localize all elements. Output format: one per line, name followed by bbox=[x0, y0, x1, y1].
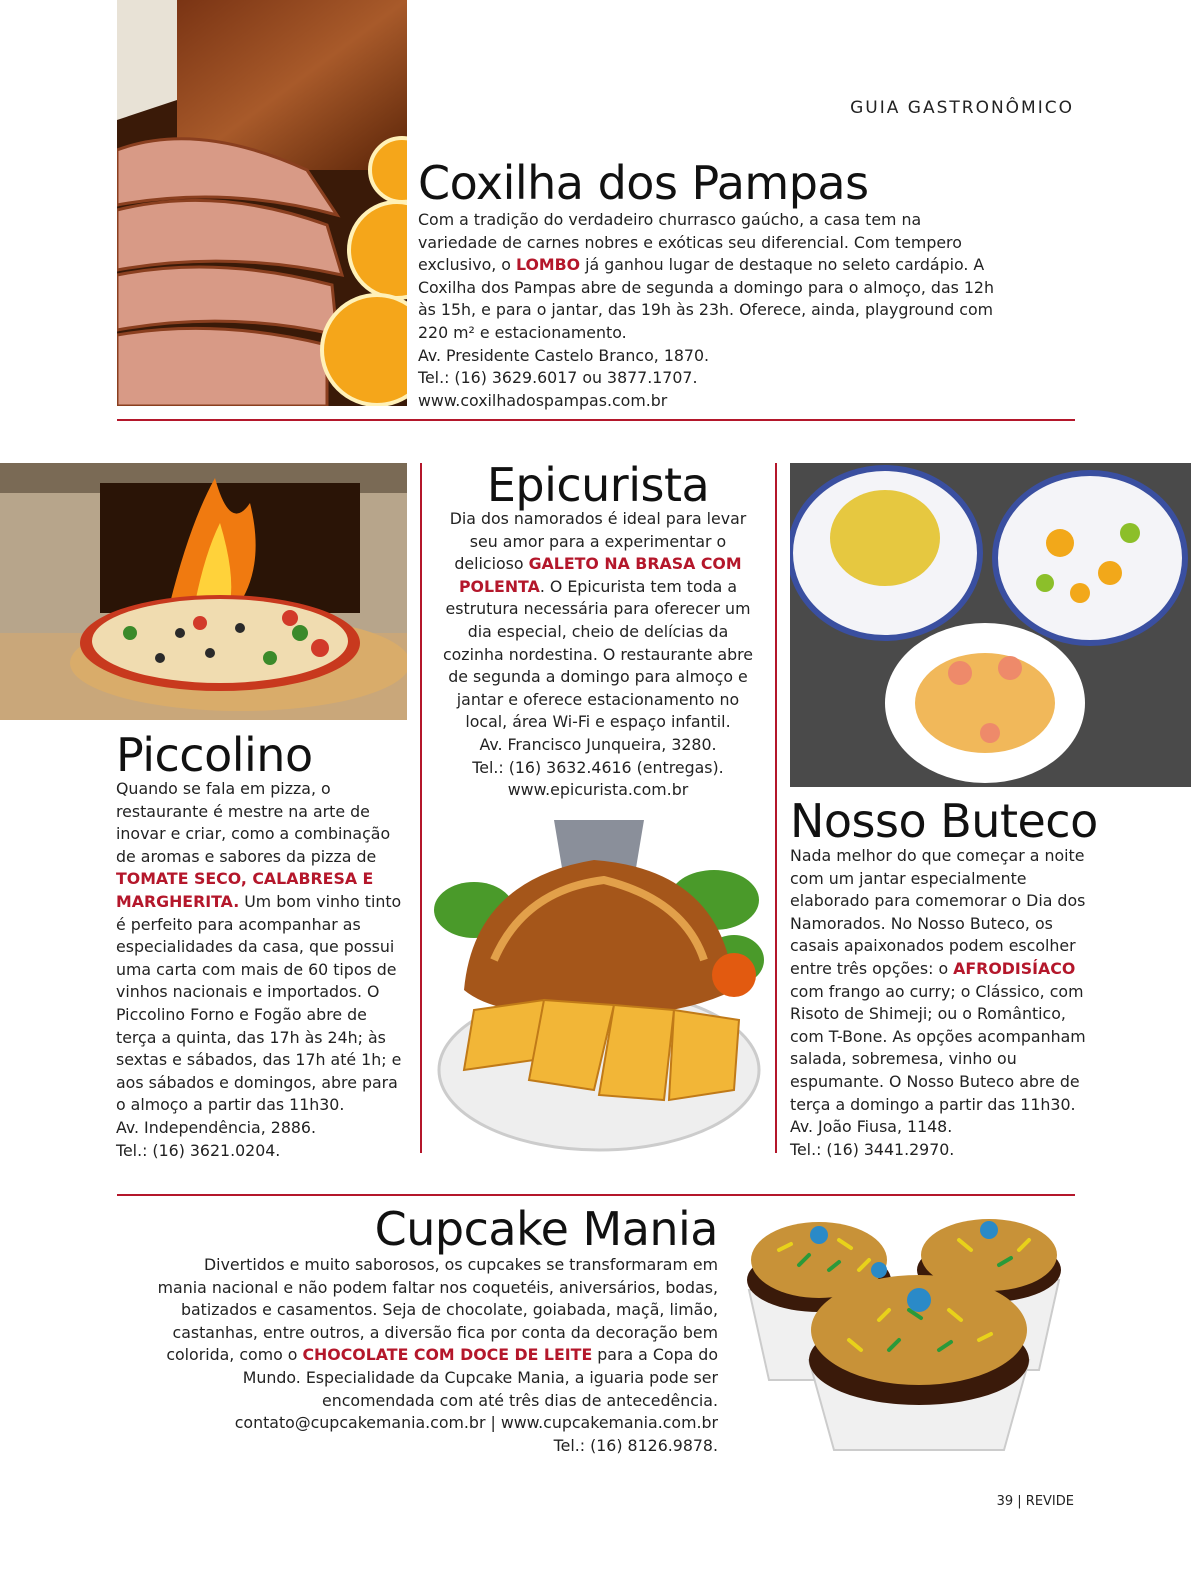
coxilha-title: Coxilha dos Pampas bbox=[418, 156, 869, 210]
coxilha-description: Com a tradição do verdadeiro churrasco gaúcho, a casa tem na variedade de carnes nobres e exóticas seu diferencial. Com tempero exclusivo, o LOMBO já ganhou lugar de destaque no seleto cardápio. A Coxilha dos Pampas abre de segunda a domingo para o almoço, das 12h às 15h, e para o jantar, das 19h às 23h. Oferece, ainda, playground com 220 m² e estacionamento. Av. Presidente Castelo Branco, 1870. Tel.: (16) 3629.6017 ou 3877.1707. www.coxilhadospampas.com.br bbox=[418, 209, 998, 412]
cupcake-phone: Tel.: (16) 8126.9878. bbox=[553, 1435, 718, 1455]
epicurista-photo bbox=[434, 820, 764, 1154]
buteco-description: Nada melhor do que começar a noite com um jantar especialmente elaborado para comemorar o Dia dos Namorados. No Nosso Buteco, os casais apaixonados podem escolher entre três opções: o AFRODISÍACO com frango ao curry; o Clássico, com Risoto de Shimeji; ou o Romântico, com T-Bone. As opções acompanham salada, sobremesa, vinho ou espumante. O Nosso Buteco abre de terça a domingo a partir das 11h30. Av. João Fiusa, 1148. Tel.: (16) 3441.2970. bbox=[790, 845, 1090, 1161]
coxilha-highlight: LOMBO bbox=[515, 255, 581, 275]
coxilha-address: Av. Presidente Castelo Branco, 1870. bbox=[418, 345, 710, 365]
divider-right bbox=[775, 463, 777, 1153]
epicurista-phone: Tel.: (16) 3632.4616 (entregas). bbox=[472, 757, 724, 777]
cupcake-description: Divertidos e muito saborosos, os cupcakes se transformaram em mania nacional e não podem faltar nos coquetéis, aniversários, bodas, batizados e casamentos. Seja de chocolate, goiabada, maçã, limão, castanhas, entre outros, a diversão fica por conta da decoração bem colorida, como o CHOCOLATE COM DOCE DE LEITE para a Copa do Mundo. Especialidade da Cupcake Mania, a iguaria pode ser encomendada com até três dias de antecedência. contato@cupcakemania.com.br | www.cupcakemania.com.br Tel.: (16) 8126.9878. bbox=[150, 1254, 718, 1457]
epicurista-highlight: GALETO NA BRASA COM POLENTA bbox=[458, 554, 742, 596]
piccolino-title: Piccolino bbox=[116, 728, 313, 782]
buteco-highlight: AFRODISÍACO bbox=[953, 958, 1076, 978]
piccolino-phone: Tel.: (16) 3621.0204. bbox=[116, 1140, 281, 1160]
coxilha-phone: Tel.: (16) 3629.6017 ou 3877.1707. bbox=[418, 368, 698, 388]
coxilha-photo bbox=[117, 0, 407, 406]
piccolino-highlight: TOMATE SECO, CALABRESA E MARGHERITA. bbox=[116, 869, 374, 911]
buteco-title: Nosso Buteco bbox=[790, 794, 1098, 848]
epicurista-description: Dia dos namorados é ideal para levar seu amor para a experimentar o delicioso GALETO NA BRASA COM POLENTA. O Epicurista tem toda a estrutura necessária para oferecer um dia especial, cheio de delícias da cozinha nordestina. O restaurante abre de segunda a domingo para almoço e jantar e oferece estacionamento no local, área Wi-Fi e espaço infantil. Av. Francisco Junqueira, 3280. Tel.: (16) 3632.4616 (entregas). www.epicurista.com.br bbox=[437, 508, 759, 802]
page-number: 39 | REVIDE bbox=[996, 1494, 1074, 1509]
buteco-address: Av. João Fiusa, 1148. bbox=[790, 1117, 953, 1137]
cupcake-contact: contato@cupcakemania.com.br | www.cupcakemania.com.br bbox=[234, 1413, 718, 1433]
divider-bottom bbox=[117, 1194, 1075, 1196]
epicurista-site: www.epicurista.com.br bbox=[507, 780, 689, 800]
buteco-photo bbox=[790, 463, 1191, 787]
cupcake-title: Cupcake Mania bbox=[374, 1202, 718, 1256]
piccolino-description: Quando se fala em pizza, o restaurante é mestre na arte de inovar e criar, como a combinação de aromas e sabores da pizza de TOMATE SECO, CALABRESA E MARGHERITA. Um bom vinho tinto é perfeito para acompanhar as especialidades da casa, que possui uma carta com mais de 60 tipos de vinhos nacionais e importados. O Piccolino Forno e Fogão abre de terça a quinta, das 17h às 24h; às sextas e sábados, das 17h até 1h; e aos sábados e domingos, abre para o almoço a partir das 11h30. Av. Independência, 2886. Tel.: (16) 3621.0204. bbox=[116, 778, 408, 1162]
epicurista-title: Epicurista bbox=[486, 458, 710, 512]
piccolino-photo bbox=[0, 463, 407, 720]
coxilha-site: www.coxilhadospampas.com.br bbox=[418, 390, 668, 410]
piccolino-address: Av. Independência, 2886. bbox=[116, 1117, 316, 1137]
buteco-phone: Tel.: (16) 3441.2970. bbox=[790, 1139, 955, 1159]
divider-left bbox=[420, 463, 422, 1153]
cupcake-photo bbox=[729, 1210, 1075, 1452]
section-label: GUIA GASTRONÔMICO bbox=[850, 98, 1074, 118]
divider-top bbox=[117, 419, 1075, 421]
epicurista-address: Av. Francisco Junqueira, 3280. bbox=[479, 734, 717, 754]
cupcake-highlight: CHOCOLATE COM DOCE DE LEITE bbox=[302, 1345, 593, 1365]
